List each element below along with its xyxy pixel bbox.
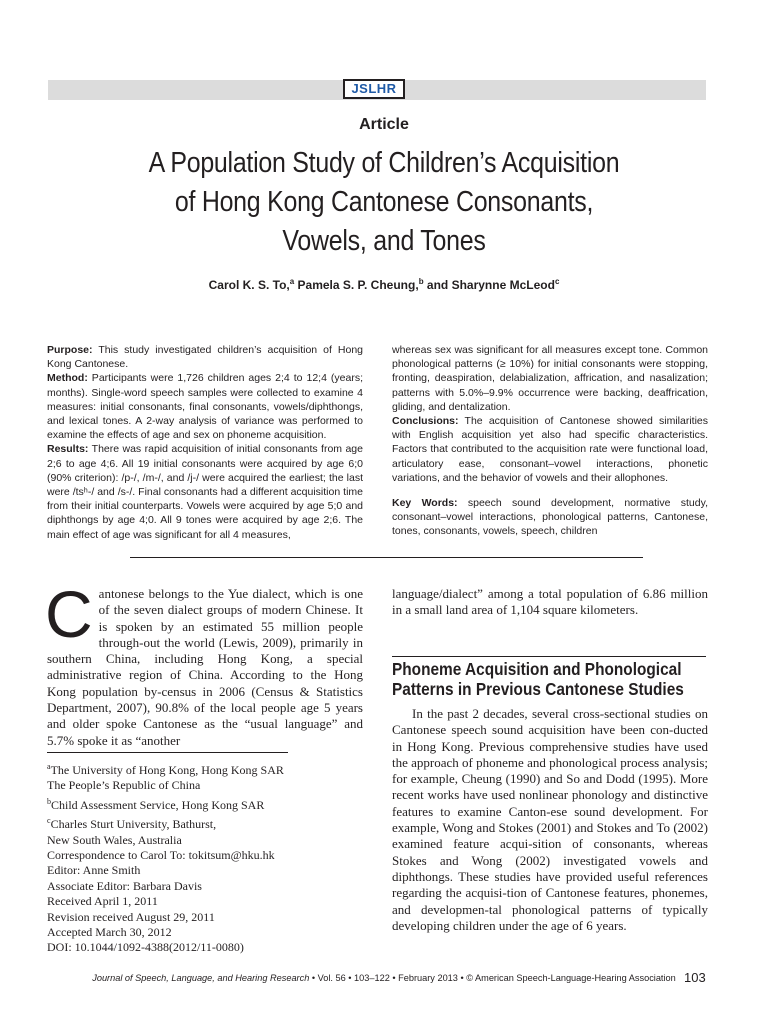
abstract-method: Method: Participants were 1,726 children ages 2;4 to 12;4 (years; months). Single-word speech samples were collected to examine 4 measures: initial consonants, final consonants, vowels/diphthongs, and lexical tones. A 2-way analysis of variance was performed to examine the effects of age and sex on phoneme acquisition.	[47, 372, 363, 442]
section-body: In the past 2 decades, several cross-sectional studies on Cantonese speech sound acquisition have been con-ducted in Hong Kong. Previous comprehensive studies have used the approach of phoneme and phonological process analysis; for example, Cheung (1990) and So and Dodd (1995). More recent works have used nonlinear phonology and distinctive features to examine Canton-ese sound development. For example, Wong and Stokes (2001) and Stokes and To (2002) examined feature acqui-sition of consonants, whereas Stokes and Wong (2002) investigated vowels and diphthongs. These studies have provided useful references regarding the acquisi-tion of Cantonese features, phonemes, and developmen-tal phonological patterns of typically developing children under the age of 6 years.	[392, 706, 708, 933]
footer-journal: Journal of Speech, Language, and Hearing Research	[92, 973, 310, 983]
title-line: A Population Study of Children’s Acquisition	[148, 147, 620, 179]
section-heading	[392, 659, 684, 699]
abstract-right-column	[392, 343, 708, 539]
revision-date: Revision received August 29, 2011	[47, 909, 215, 924]
author-name: Carol K. S. To,	[208, 278, 290, 292]
page-number: 103	[684, 970, 706, 985]
intro-text: antonese belongs to the Yue dialect, which is one of the seven dialect groups of modern Chinese. It is spoken by an estimated 55 million people through-out the world (Lewis, 2009), primarily in southern China, including Hong Kong, a special administrative region of China. According to the Hong Kong population by-census in 2006 (Census & Statistics Department, 2007), 90.8% of the local people age 5 years and older spoke Cantonese as the “usual language” and 5.7% spoke it as “another	[47, 586, 363, 748]
title-line: Vowels, and Tones	[282, 225, 486, 257]
author-name: Pamela S. P. Cheung,	[294, 278, 419, 292]
accepted-date: Accepted March 30, 2012	[47, 925, 172, 940]
editor: Editor: Anne Smith	[47, 863, 141, 878]
article-type-label: Article	[359, 116, 409, 133]
abstract-results-continued: whereas sex was significant for all measures except tone. Common phonological patterns (≥ 10%) for initial consonants were stopping, fronting, deaspiration, delabialization, affrication, and nasalization; patterns with 5.0%–9.9% occurrence were backing, deaffrication, gliding, and dentalization.	[392, 344, 708, 413]
footer-details: • Vol. 56 • 103–122 • February 2013 • © American Speech-Language-Hearing Association	[309, 973, 676, 983]
abstract-conclusions: Conclusions: The acquisition of Cantonese showed similarities with English acquisition yet also had specific characteristics. Factors that contributed to the acquisition rate were functional load, articulatory ease, consonant–vowel interactions, phonetic variations, and the behavior of vowels and their allophones.	[392, 415, 708, 484]
article-title	[140, 144, 628, 261]
title-line: of Hong Kong Cantonese Consonants,	[174, 186, 594, 218]
author-list	[0, 277, 768, 292]
section-heading-line: Patterns in Previous Cantonese Studies	[392, 679, 684, 699]
affiliation-b: $^b$Child Assessment Service, Hong Kong SAR	[47, 796, 265, 812]
author-affiliation-mark: a	[289, 277, 295, 286]
abstract-left-column	[47, 343, 363, 542]
author-affiliation-mark: b	[418, 277, 424, 286]
affiliation-a: $^a$The University of Hong Kong, Hong Kong SAR	[47, 762, 284, 777]
footnote-divider	[47, 752, 288, 753]
associate-editor: Associate Editor: Barbara Davis	[47, 878, 202, 893]
received-date: Received April 1, 2011	[47, 894, 158, 909]
abstract-purpose: Purpose: This study investigated children’s acquisition of Hong Kong Cantonese.	[47, 344, 363, 371]
affiliation-c-cont: New South Wales, Australia	[47, 832, 182, 847]
author-name: and Sharynne McLeod	[423, 278, 555, 292]
affiliation-c: $^c$Charles Sturt University, Bathurst,	[47, 816, 217, 832]
abstract-divider	[130, 557, 643, 558]
section-heading-line: Phoneme Acquisition and Phonological	[392, 659, 682, 679]
drop-cap: C	[45, 577, 93, 651]
journal-badge: JSLHR	[343, 79, 405, 99]
intro-paragraph	[45, 577, 363, 749]
abstract-results: Results: There was rapid acquisition of initial consonants from age 2;6 to age 4;6. All 19 initial consonants were acquired by age 6;0 (90% criterion): /p-/, /m-/, and /j-/ were acquired the earliest; the last were /tsʰ-/ and /s-/. Final consonants had a different acquisition time from their initial counterparts. Vowels were acquired by age 5;0 and diphthongs by age 4;0. All 9 tones were acquired by age 2;6. The main effect of age was significant for all 4 measures,	[47, 443, 363, 541]
affiliation-a-cont: The People’s Republic of China	[47, 778, 201, 793]
author-affiliation-mark: c	[554, 277, 560, 286]
abstract-keywords: Key Words: speech sound development, normative study, consonant–vowel interactions, phonological patterns, Cantonese, tones, consonants, vowels, speech, children	[392, 497, 708, 538]
section-heading-rule	[392, 656, 706, 657]
correspondence: Correspondence to Carol To: tokitsum@hku.hk	[47, 848, 275, 863]
intro-continuation: language/dialect” among a total population of 6.86 million in a small land area of 1,104 square kilometers.	[392, 586, 708, 618]
doi: DOI: 10.1044/1092-4388(2012/11-0080)	[47, 940, 244, 955]
page-footer	[0, 973, 768, 983]
footnotes	[47, 759, 367, 956]
